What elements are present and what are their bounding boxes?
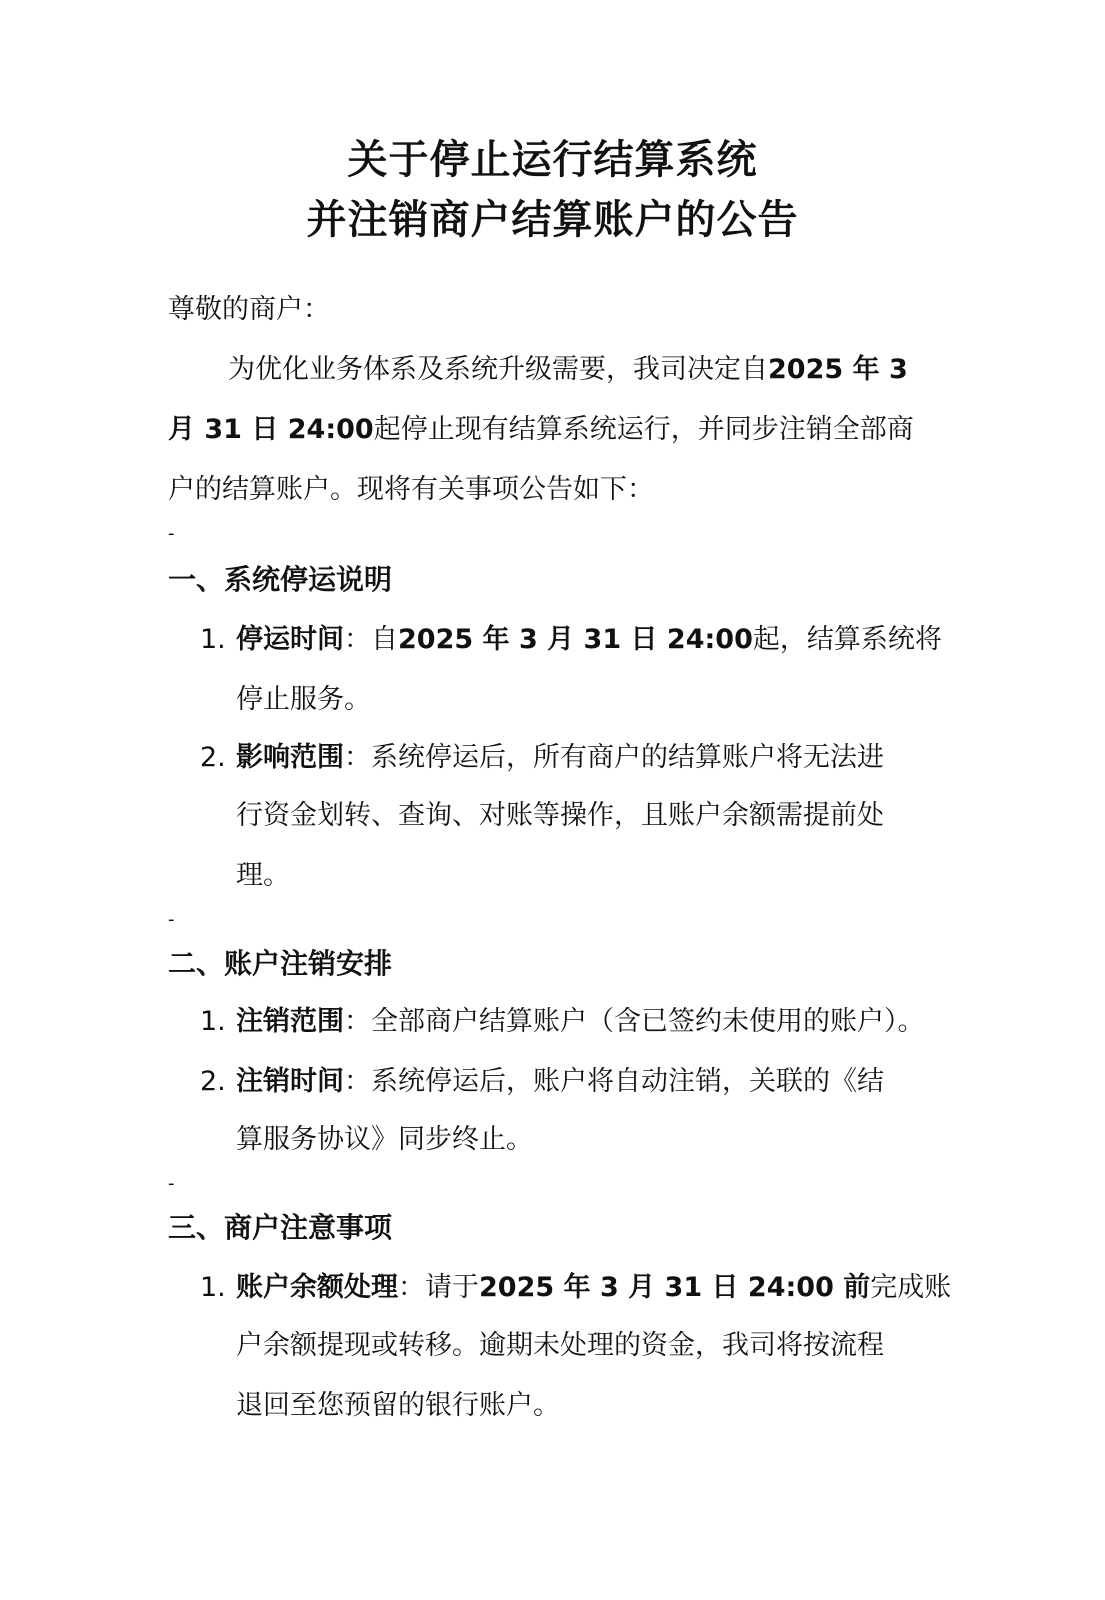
list-number: 1.: [200, 1272, 226, 1303]
intro-line-1: 为优化业务体系及系统升级需要，我司决定自2025 年 3: [228, 354, 908, 385]
list-item: 注销范围：全部商户结算账户（含已签约未使用的账户）。: [236, 1006, 925, 1037]
list-item: 注销时间：系统停运后，账户将自动注销，关联的《结: [236, 1066, 884, 1097]
list-number: 1.: [200, 1006, 226, 1037]
greeting: 尊敬的商户：: [168, 294, 330, 325]
list-item-continuation: 行资金划转、查询、对账等操作，且账户余额需提前处: [236, 800, 884, 831]
list-item: 影响范围：系统停运后，所有商户的结算账户将无法进: [236, 742, 884, 773]
section-2-heading: 二、账户注销安排: [168, 947, 393, 980]
separator-dash: -: [168, 909, 175, 930]
intro-line-2: 月 31 日 24:00起停止现有结算系统运行，并同步注销全部商: [168, 414, 914, 445]
list-item-continuation: 户余额提现或转移。逾期未处理的资金，我司将按流程: [236, 1330, 884, 1361]
section-1-heading: 一、系统停运说明: [168, 563, 393, 596]
list-item: 停运时间：自2025 年 3 月 31 日 24:00起，结算系统将: [236, 624, 942, 655]
list-item: 账户余额处理：请于2025 年 3 月 31 日 24:00 前完成账: [236, 1272, 952, 1303]
list-item-continuation: 退回至您预留的银行账户。: [236, 1390, 560, 1421]
separator-dash: -: [168, 523, 175, 544]
section-3-heading: 三、商户注意事项: [168, 1211, 393, 1244]
separator-dash: -: [168, 1173, 175, 1194]
list-number: 2.: [200, 1066, 226, 1097]
intro-line-3: 户的结算账户。现将有关事项公告如下：: [168, 474, 654, 505]
title-line-1: 关于停止运行结算系统: [347, 137, 758, 183]
list-item-continuation: 算服务协议》同步终止。: [236, 1124, 533, 1155]
list-number: 1.: [200, 624, 226, 655]
list-item-continuation: 停止服务。: [236, 684, 371, 715]
title-line-2: 并注销商户结算账户的公告: [306, 197, 799, 243]
list-item-continuation: 理。: [236, 860, 290, 891]
list-number: 2.: [200, 742, 226, 773]
